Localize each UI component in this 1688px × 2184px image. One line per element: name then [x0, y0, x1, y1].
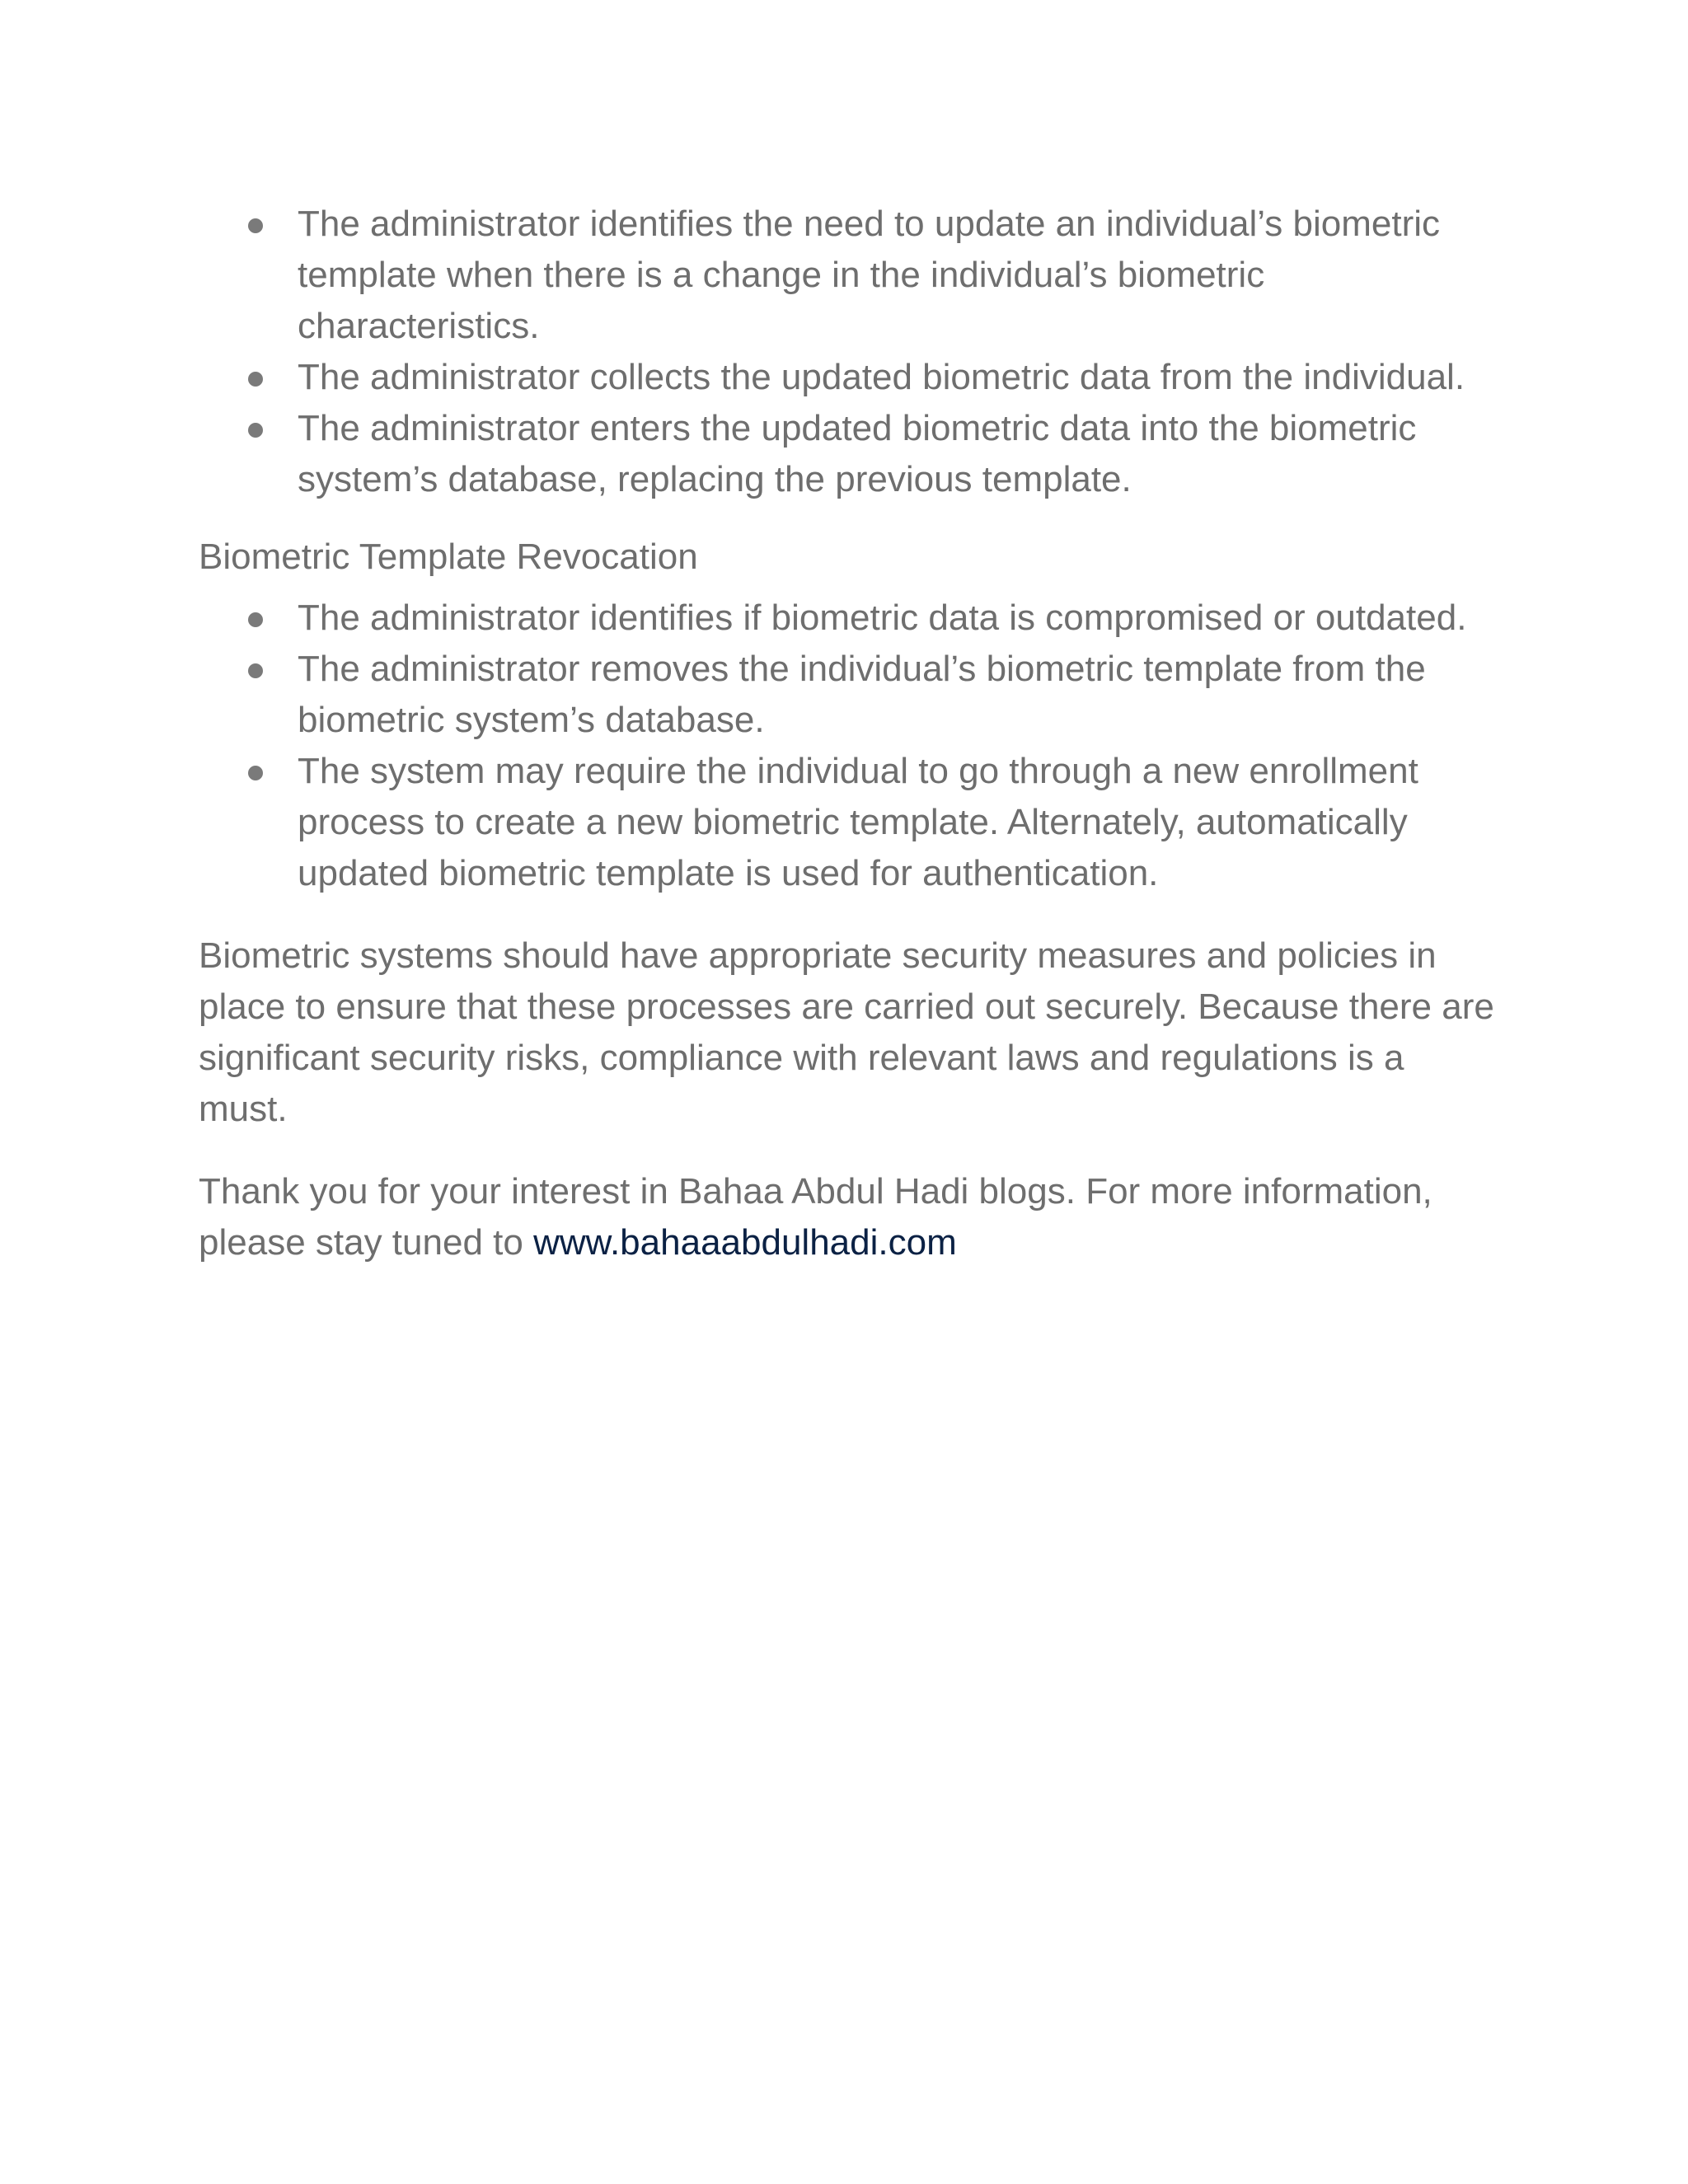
- list-item: [298, 199, 1501, 352]
- list-item: [298, 746, 1501, 899]
- page-content: [199, 199, 1501, 1268]
- section-heading-revocation: Biometric Template Revocation: [199, 537, 698, 577]
- bullet-icon: [248, 423, 263, 438]
- bullet-icon: [248, 766, 263, 780]
- list-item: [298, 593, 1501, 644]
- closing-paragraph: Biometric systems should have appropriate security measures and policies in place to ensure that these processes are carried out securely. Because there are significant security risks, compliance with relevant laws and regulations is a must.: [199, 935, 1494, 1129]
- bullet-icon: [248, 612, 263, 627]
- update-steps-list: [199, 199, 1501, 505]
- list-item: [298, 644, 1501, 746]
- list-item-text: The administrator enters the updated biometric data into the biometric system’s database, replacing the previous template.: [298, 408, 1417, 499]
- list-item-text: The administrator identifies the need to update an individual’s biometric template when there is a change in the individual’s biometric characteristics.: [298, 204, 1440, 346]
- bullet-icon: [248, 663, 263, 678]
- bullet-icon: [248, 372, 263, 387]
- website-link[interactable]: www.bahaaabdulhadi.com: [533, 1222, 957, 1263]
- list-item: [298, 352, 1501, 403]
- bullet-icon: [248, 218, 263, 233]
- list-item: [298, 403, 1501, 505]
- thanks-text: Thank you for your interest in Bahaa Abdul Hadi blogs. For more information, please stay tuned to: [199, 1171, 1432, 1263]
- list-item-text: The system may require the individual to go through a new enrollment process to create a new biometric template. Alternately, automatically updated biometric template is used for authentication.: [298, 751, 1418, 893]
- list-item-text: The administrator identifies if biometric data is compromised or outdated.: [298, 598, 1467, 638]
- list-item-text: The administrator removes the individual’s biometric template from the biometric system’s database.: [298, 649, 1426, 740]
- revocation-steps-list: [199, 593, 1501, 899]
- list-item-text: The administrator collects the updated biometric data from the individual.: [298, 357, 1465, 397]
- thanks-paragraph: [199, 1166, 1501, 1268]
